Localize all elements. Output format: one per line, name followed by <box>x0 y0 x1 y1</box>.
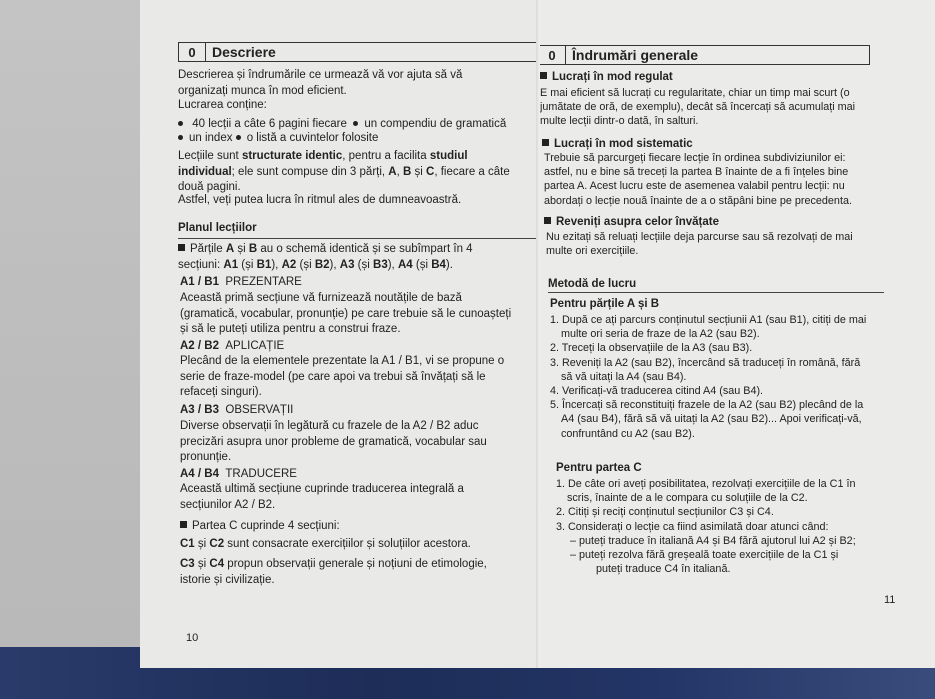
heading-regular: Lucrați în mod regulat <box>540 71 673 83</box>
section-number: 0 <box>179 43 206 61</box>
heading-systematic: Lucrați în mod sistematic <box>542 138 693 150</box>
para-review: Nu ezitați să reluați lecțiile deja parcurse sau să rezolvați de mai multe ori exercițiile. <box>546 231 853 258</box>
bullet-line-2: un index o listă a cuvintelor folosite <box>178 131 378 147</box>
contains-label: Lucrarea conține: <box>178 99 267 111</box>
right-page-number: 11 <box>884 594 896 606</box>
method-divider <box>548 292 884 293</box>
c3c4-text: C3 și C4 propun observații generale și noțiuni de etimologie, istorie și civilizație. <box>180 558 487 586</box>
part-c-text: Partea C cuprinde 4 secțiuni: <box>180 519 340 535</box>
c-steps: 1. De câte ori aveți posibilitatea, rezolvați exercițiile de la C1 în scris, înainte de a le compara cu soluțiile de la C2. 2. Citiți și reciți conținutul secțiunilor C3 și C4. 3. Considerați o lecție ca fiind asimilată doar atunci când: – puteți traduce în italiană A4 și B4 fără ajutorul lui A2 și B2; – puteți rezolva fără greșeală toate exercițiile de la C1 și puteți traduce C4 în italiană. <box>556 478 856 576</box>
bullet-line-1: 40 lecții a câte 6 pagini fiecare un compendiu de gramatică <box>178 117 506 133</box>
a1-text: Această primă secțiune vă furnizează noutățile de bază (gramatică, vocabular, pronunție) pe care trebuie să le cunoașteți și să le puteți utiliza pentru a construi fraze. <box>180 292 512 335</box>
right-page <box>540 0 935 668</box>
rhythm-text: Astfel, veți putea lucra în ritmul ales de dumneavoastră. <box>178 194 462 206</box>
para-systematic: Trebuie să parcurgeți fiecare lecție în ordinea subdiviziunilor ei: astfel, nu e bine să treceți la partea B înainte de a fi înțeles bine partea A. Acest lucru este de asemenea valabil pentru lecții: nu abordați o lecție nouă înainte de a o stăpâni bine pe precedenta. <box>544 152 852 207</box>
lessons-paragraph: Lecțiile sunt structurate identic, pentru a facilita studiul individual; ele sunt compuse din 3 părți, A, B și C, fiecare a câte două pagini. <box>178 150 510 193</box>
plan-title: Planul lecțiilor <box>178 222 257 234</box>
left-page-number: 10 <box>186 632 199 644</box>
section-title: Descriere <box>212 44 276 60</box>
a2-text: Plecând de la elementele prezentate la A1 / B1, vi se propune o serie de fraze-model (pe care apoi va trebui să învățați să le refaceți singuri). <box>180 355 505 398</box>
section-header-descriere <box>178 42 538 62</box>
section-title: Îndrumări generale <box>572 47 699 63</box>
plan-divider <box>178 238 540 239</box>
a4-text: Această ultimă secțiune cuprinde traducerea integrală a secțiunilor A2 / B2. <box>180 483 464 511</box>
ab-steps: 1. După ce ați parcurs conținutul secțiunii A1 (sau B1), citiți de mai multe ori seria de fraze de la A2 (sau B2). 2. Treceți la observațiile de la A3 (sau B3). 3. Reveniți la A2 (sau B2), încercând să traduceți în română, fără să vă uitați la A4 (sau B4). 4. Verificați-vă traducerea citind A4 (sau B4). 5. Încercați să reconstituiți frazele de la A2 (sau B2) plecând de la A4 (sau B4), fără să vă uitați la A2 (sau B2)... Apoi verificați-vă, confruntând cu A2 (sau B2). <box>550 314 867 440</box>
method-title: Metodă de lucru <box>548 278 637 290</box>
c1c2-text: C1 și C2 sunt consacrate exercițiilor și soluțiilor acestora. <box>180 538 471 550</box>
a1-heading: A1 / B1 PREZENTARE <box>180 276 302 288</box>
a4-heading: A4 / B4 TRADUCERE <box>180 468 297 480</box>
intro-text: Descrierea și îndrumările ce urmează vă vor ajuta să vă organizați munca în mod eficient. <box>178 69 463 97</box>
ab-title: Pentru părțile A și B <box>550 298 660 310</box>
left-page <box>140 0 540 668</box>
parts-ab-text: Părțile A și B au o schemă identică și se subîmpart în 4 secțiuni: A1 (și B1), A2 (și B2), A3 (și B3), A4 (și B4). <box>178 243 473 271</box>
heading-review: Reveniți asupra celor învățate <box>544 216 719 228</box>
section-header-indrumari <box>540 45 870 65</box>
section-number: 0 <box>540 46 566 64</box>
para-regular: E mai eficient să lucrați cu regularitate, chiar un timp mai scurt (o jumătate de oră, de exemplu), decât să încercați să acumulați mai multe lecții dintr-o dată, în salturi. <box>540 87 856 128</box>
c-title: Pentru partea C <box>556 462 642 474</box>
a2-heading: A2 / B2 APLICAȚIE <box>180 340 285 352</box>
a3-heading: A3 / B3 OBSERVAȚII <box>180 404 294 416</box>
a3-text: Diverse observații în legătură cu frazele de la A2 / B2 aduc precizări asupra unor probleme de gramatică, vocabular sau pronunție. <box>180 420 487 463</box>
